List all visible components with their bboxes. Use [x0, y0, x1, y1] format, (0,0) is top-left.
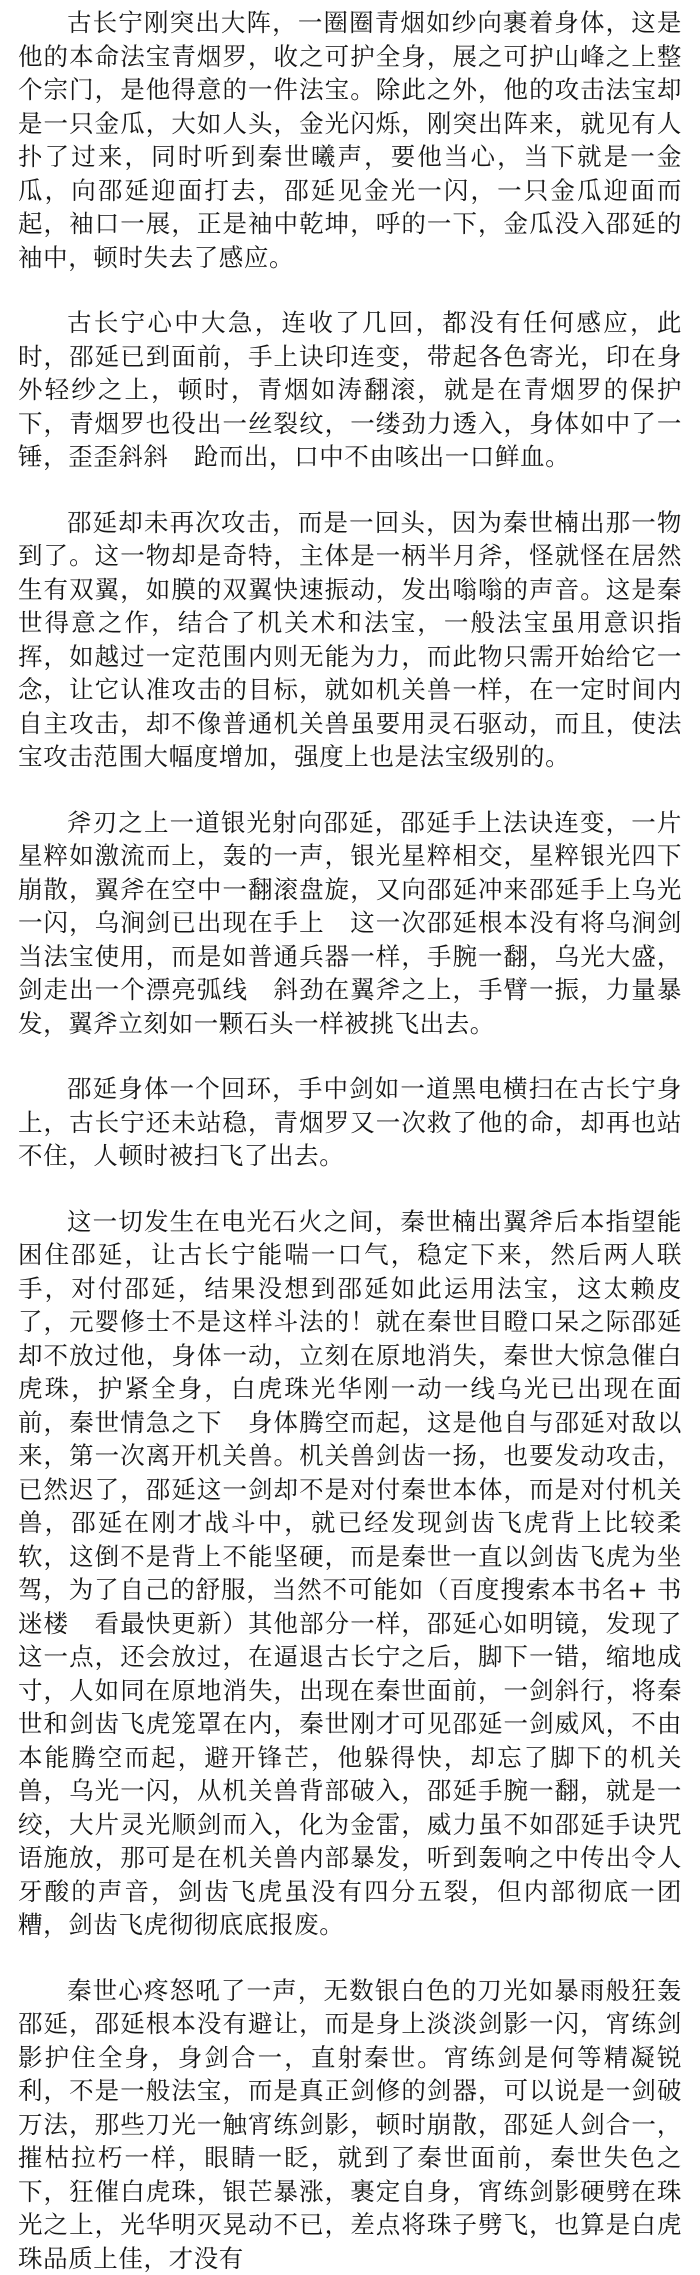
paragraph-4: 斧刃之上一道银光射向邵延，邵延手上法诀连变，一片星粹如激流而上，轰的一声，银光星粹相交，星粹银光四下崩散，翼斧在空中一翻滚盘旋，又向邵延冲来邵延手上乌光一闪，乌涧剑已出现在手上 这一次邵延根本没有将乌涧剑当法宝使用，而是如普通兵器一样，手腕一翻，乌光大盛，剑走出一个漂亮弧线 斜劲在翼斧之上，手臂一振，力量暴发，翼斧立刻如一颗石头一样被挑飞出去。	[18, 806, 682, 1041]
paragraph-1: 古长宁刚突出大阵，一圈圈青烟如纱向裹着身体，这是他的本命法宝青烟罗，收之可护全身，展之可护山峰之上整个宗门，是他得意的一件法宝。除此之外，他的攻击法宝却是一只金瓜，大如人头，金光闪烁，刚突出阵来，就见有人扑了过来，同时听到秦世曦声，要他当心，当下就是一金瓜，向邵延迎面打去，邵延见金光一闪，一只金瓜迎面而起，袖口一展，正是袖中乾坤，呼的一下，金瓜没入邵延的袖中，顿时失去了感应。	[18, 6, 682, 274]
paragraph-3: 邵延却未再次攻击，而是一回头，因为秦世楠出那一物到了。这一物却是奇特，主体是一柄半月斧，怪就怪在居然生有双翼，如膜的双翼快速振动，发出嗡嗡的声音。这是秦世得意之作，结合了机关术和法宝，一般法宝虽用意识指挥，如越过一定范围内则无能为力，而此物只需开始给它一念，让它认准攻击的目标，就如机关兽一样，在一定时间内自主攻击，却不像普通机关兽虽要用灵石驱动，而且，使法宝攻击范围大幅度增加，强度上也是法宝级别的。	[18, 506, 682, 774]
paragraph-7: 秦世心疼怒吼了一声，无数银白色的刀光如暴雨般狂轰邵延，邵延根本没有避让，而是身上淡淡剑影一闪，宵练剑影护住全身，身剑合一，直射秦世。宵练剑是何等精凝锐利，不是一般法宝，而是真正剑修的剑器，可以说是一剑破万法，那些刀光一触宵练剑影，顿时崩散，邵延人剑合一，摧枯拉朽一样，眼睛一眨，就到了秦世面前，秦世失色之下，狂催白虎珠，银芒暴涨，裹定自身，宵练剑影硬劈在珠光之上，光华明灭晃动不已，差点将珠子劈飞，也算是白虎珠品质上佳，才没有	[18, 1974, 682, 2275]
paragraph-6: 这一切发生在电光石火之间，秦世楠出翼斧后本指望能困住邵延，让古长宁能喘一口气，稳定下来，然后两人联手，对付邵延，结果没想到邵延如此运用法宝，这太赖皮了，元婴修士不是这样斗法的！就在秦世目瞪口呆之际邵延却不放过他，身体一动，立刻在原地消失，秦世大惊急催白虎珠，护紧全身，白虎珠光华刚一动一线乌光已出现在面前，秦世情急之下 身体腾空而起，这是他自与邵延对敌以来，第一次离开机关兽。机关兽剑齿一扬，也要发动攻击，已然迟了，邵延这一剑却不是对付秦世本体，而是对付机关兽，邵延在刚才战斗中，就已经发现剑齿飞虎背上比较柔软，这倒不是背上不能坚硬，而是秦世一直以剑齿飞虎为坐驾，为了自己的舒服，当然不可能如（百度搜索本书名+ 书迷楼 看最快更新）其他部分一样，邵延心如明镜，发现了这一点，还会放过，在逼退古长宁之后，脚下一错，缩地成寸，人如同在原地消失，出现在秦世面前，一剑斜行，将秦世和剑齿飞虎笼罩在内，秦世刚才可见邵延一剑威风，不由本能腾空而起，避开锋芒，他躲得快，却忘了脚下的机关兽，乌光一闪，从机关兽背部破入，邵延手腕一翻，就是一绞，大片灵光顺剑而入，化为金雷，威力虽不如邵延手诀咒语施放，那可是在机关兽内部暴发，听到轰响之中传出令人牙酸的声音，剑齿飞虎虽没有四分五裂，但内部彻底一团糟，剑齿飞虎彻彻底底报废。	[18, 1205, 682, 1942]
paragraph-2: 古长宁心中大急，连收了几回，都没有任何感应，此时，邵延已到面前，手上诀印连变，带起各色寄光，印在身外轻纱之上，顿时，青烟如涛翻滚，就是在青烟罗的保护下，青烟罗也役出一丝裂纹，一缕劲力透入，身体如中了一锤，歪歪斜斜 跄而出，口中不由咳出一口鲜血。	[18, 306, 682, 474]
paragraph-5: 邵延身体一个回环，手中剑如一道黑电横扫在古长宁身上，古长宁还未站稳，青烟罗又一次救了他的命，却再也站不住，人顿时被扫飞了出去。	[18, 1072, 682, 1173]
